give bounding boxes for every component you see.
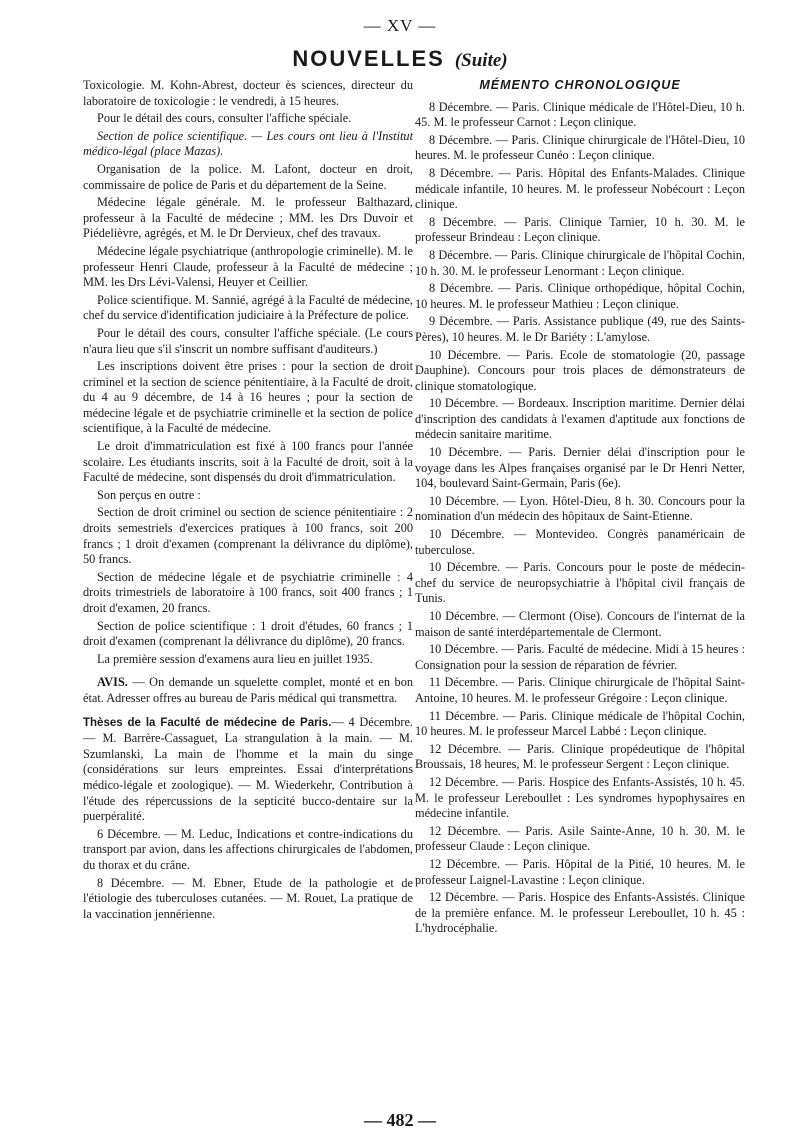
memento-entry: 8 Décembre. — Paris. Clinique médicale de l'Hôtel-Dieu, 10 h. 45. M. le professeur Carnot : Leçon clinique. [415, 99, 745, 130]
avis-notice [83, 675, 413, 706]
memento-entry: 11 Décembre. — Paris. Clinique médicale de l'hôpital Cochin, 10 heures. M. le professeur Marcel Labbé : Leçon clinique. [415, 708, 745, 739]
paragraph: Médecine légale psychiatrique (anthropologie criminelle). M. le professeur Henri Claude, professeur à la Faculté de médecine ; MM. les Drs Lévi-Valensi, Heuyer et Ceillier. [83, 243, 413, 290]
memento-entry: 10 Décembre. — Paris. Ecole de stomatologie (20, passage Dauphine). Concours pour trois places de démonstrateurs de clinique stomatologique. [415, 347, 745, 393]
paragraph: Section de droit criminel ou section de science pénitentiaire : 2 droits semestriels d'exercices pratiques à 100 francs, soit 200 francs ; 1 droit d'examen (comprenant la délivrance du diplôme), 50 francs. [83, 505, 413, 567]
theses-paragraph: — 4 Décembre. — M. Barrère-Cassaguet, La strangulation à la main. — M. Szumlanski, La main de l'homme et la main du singe (considérations sur leurs empreintes. Essai d'interprétations médico-légale et zoologique). — M. Wiederkehr, Contribution à l'étude des répercussions de la septicité bucco-dentaire sur la puerpéralité. [83, 714, 413, 824]
memento-entry: 10 Décembre. — Bordeaux. Inscription maritime. Dernier délai d'inscription des candidats à l'examen d'aptitude aux fonctions de médecin sanitaire maritime. [415, 396, 745, 442]
memento-entry: 10 Décembre. — Clermont (Oise). Concours de l'internat de la maison de santé interdépartementale de Clermont. [415, 609, 745, 639]
paragraph: Section de médecine légale et de psychiatrie criminelle : 4 droits trimestriels de laboratoire à 100 francs, soit 400 francs ; 1 droit d'examen, 20 francs. [83, 569, 413, 615]
memento-entry: 12 Décembre. — Paris. Clinique propédeutique de l'hôpital Broussais, 18 heures, M. le professeur Sergent : Leçon clinique. [415, 741, 745, 772]
memento-entry: 12 Décembre. — Paris. Hospice des Enfants-Assistés, 10 h. 45. M. le professeur Lereboullet : Les syndromes hypophysaires en médecine infantile. [415, 774, 745, 821]
memento-entry: 8 Décembre. — Paris. Clinique Tarnier, 10 h. 30. M. le professeur Brindeau : Leçon clinique. [415, 214, 745, 245]
memento-entry: 9 Décembre. — Paris. Assistance publique (49, rue des Saints-Pères), 10 heures. M. le Dr Bariéty : L'amylose. [415, 314, 745, 344]
memento-entry: 8 Décembre. — Paris. Clinique orthopédique, hôpital Cochin, 10 heures. M. le professeur Mathieu : Leçon clinique. [415, 281, 745, 311]
section-header [0, 46, 800, 72]
theses-heading: Thèses de la Faculté de médecine de Paris. [83, 716, 332, 729]
memento-entry: 12 Décembre. — Paris. Hospice des Enfants-Assistés. Clinique de la première enfance. M. le professeur Lereboullet, 10 h. 45 : L'hydrocéphalie. [415, 890, 745, 936]
paragraph: Médecine légale générale. M. le professeur Balthazard, professeur à la Faculté de médecine ; MM. les Drs Duvoir et Piédelièvre, agrégés, et M. le Dr Dervieux, chef des travaux. [83, 195, 413, 241]
paragraph: Section de police scientifique. — Les cours ont lieu à l'Institut médico-légal (place Mazas). [83, 128, 413, 159]
theses-paragraph: 6 Décembre. — M. Leduc, Indications et contre-indications du transport par avion, dans les affections chirurgicales de l'abdomen, du thorax et du crâne. [83, 826, 413, 872]
paragraph: La première session d'examens aura lieu en juillet 1935. [97, 651, 373, 666]
memento-entry: 11 Décembre. — Paris. Clinique chirurgicale de l'hôpital Saint-Antoine, 10 heures. M. le professeur Grégoire : Leçon clinique. [415, 675, 745, 705]
paragraph: Organisation de la police. M. Lafont, docteur en droit, commissaire de police de Paris et du département de la Seine. [83, 161, 413, 192]
memento-entry: 10 Décembre. — Montevideo. Congrès panaméricain de tuberculose. [415, 527, 745, 557]
memento-entry: 10 Décembre. — Paris. Faculté de médecine. Midi à 15 heures : Consignation pour la session de réparation de février. [415, 642, 745, 672]
paragraph: Toxicologie. M. Kohn-Abrest, docteur ès sciences, directeur du laboratoire de toxicologie : le vendredi, à 15 heures. [83, 78, 413, 108]
memento-entry: 10 Décembre. — Lyon. Hôtel-Dieu, 8 h. 30. Concours pour la nomination d'un médecin des hôpitaux de Saint-Etienne. [415, 493, 745, 524]
roman-page-marker: — XV — [363, 16, 437, 35]
page-title: NOUVELLES [292, 46, 445, 71]
left-column [83, 78, 413, 924]
memento-entry: 8 Décembre. — Paris. Clinique chirurgicale de l'hôpital Cochin, 10 h. 30. M. le professeur Lenormant : Leçon clinique. [415, 247, 745, 278]
paragraph: Son perçus en outre : [97, 487, 201, 502]
page-number: — 482 — [364, 1110, 436, 1130]
page-subtitle: (Suite) [454, 50, 508, 71]
paragraph: Le droit d'immatriculation est fixé à 100 francs pour l'année scolaire. Les étudiants inscrits, soit à la Faculté de droit, soit à la Faculté de médecine, sont dispensés du droit d'immatriculation. [83, 439, 413, 485]
theses-block [83, 715, 413, 825]
memento-entry: 8 Décembre. — Paris. Hôpital des Enfants-Malades. Clinique médicale infantile, 10 heures. M. le professeur Nobécourt : Leçon clinique. [415, 165, 745, 212]
memento-entry: 12 Décembre. — Paris. Asile Sainte-Anne, 10 h. 30. M. le professeur Claude : Leçon clinique. [415, 823, 745, 854]
memento-entry: 8 Décembre. — Paris. Clinique chirurgicale de l'Hôtel-Dieu, 10 heures. M. le professeur Cunéo : Leçon clinique. [415, 132, 745, 163]
memento-entry: 12 Décembre. — Paris. Hôpital de la Pitié, 10 heures. M. le professeur Laignel-Lavastine : Leçon clinique. [415, 856, 745, 887]
avis-text: — On demande un squelette complet, monté et en bon état. Adresser offres au bureau de Paris médical qui transmettra. [83, 675, 413, 705]
right-column [415, 78, 745, 939]
paragraph: Pour le détail des cours, consulter l'affiche spéciale. [97, 111, 352, 126]
paragraph: Police scientifique. M. Sannié, agrégé à la Faculté de médecine, chef du service d'identification judiciaire à la Préfecture de police. [83, 292, 413, 323]
theses-paragraph: 8 Décembre. — M. Ebner, Etude de la pathologie et de l'étiologie des tuberculoses cutanées. — M. Rouet, La pratique de la vaccination jennérienne. [83, 875, 413, 921]
memento-entry: 10 Décembre. — Paris. Concours pour le poste de médecin-chef du service de neuropsychiatrie à l'hôpital civil français de Tunis. [415, 560, 745, 606]
paragraph: Les inscriptions doivent être prises : pour la section de droit criminel et la section de science pénitentiaire, à la Faculté de droit, du 4 au 9 décembre, de 14 à 16 heures ; pour la section de médecine légale et de psychiatrie criminelle et la section de police scientifique, à la Faculté de médecine. [83, 359, 413, 436]
paragraph: Pour le détail des cours, consulter l'affiche spéciale. (Le cours n'aura lieu que s'il s'inscrit un nombre suffisant d'auditeurs.) [83, 325, 413, 356]
memento-heading: MÉMENTO CHRONOLOGIQUE [479, 78, 681, 92]
avis-label: AVIS. [97, 675, 128, 690]
memento-entry: 10 Décembre. — Paris. Dernier délai d'inscription pour le voyage dans les Alpes françaises organisé par le Dr Henri Netter, 104, boulevard Saint-Germain, Paris (6e). [415, 445, 745, 491]
paragraph: Section de police scientifique : 1 droit d'études, 60 francs ; 1 droit d'examen (comprenant la délivrance du diplôme), 20 francs. [83, 618, 413, 649]
